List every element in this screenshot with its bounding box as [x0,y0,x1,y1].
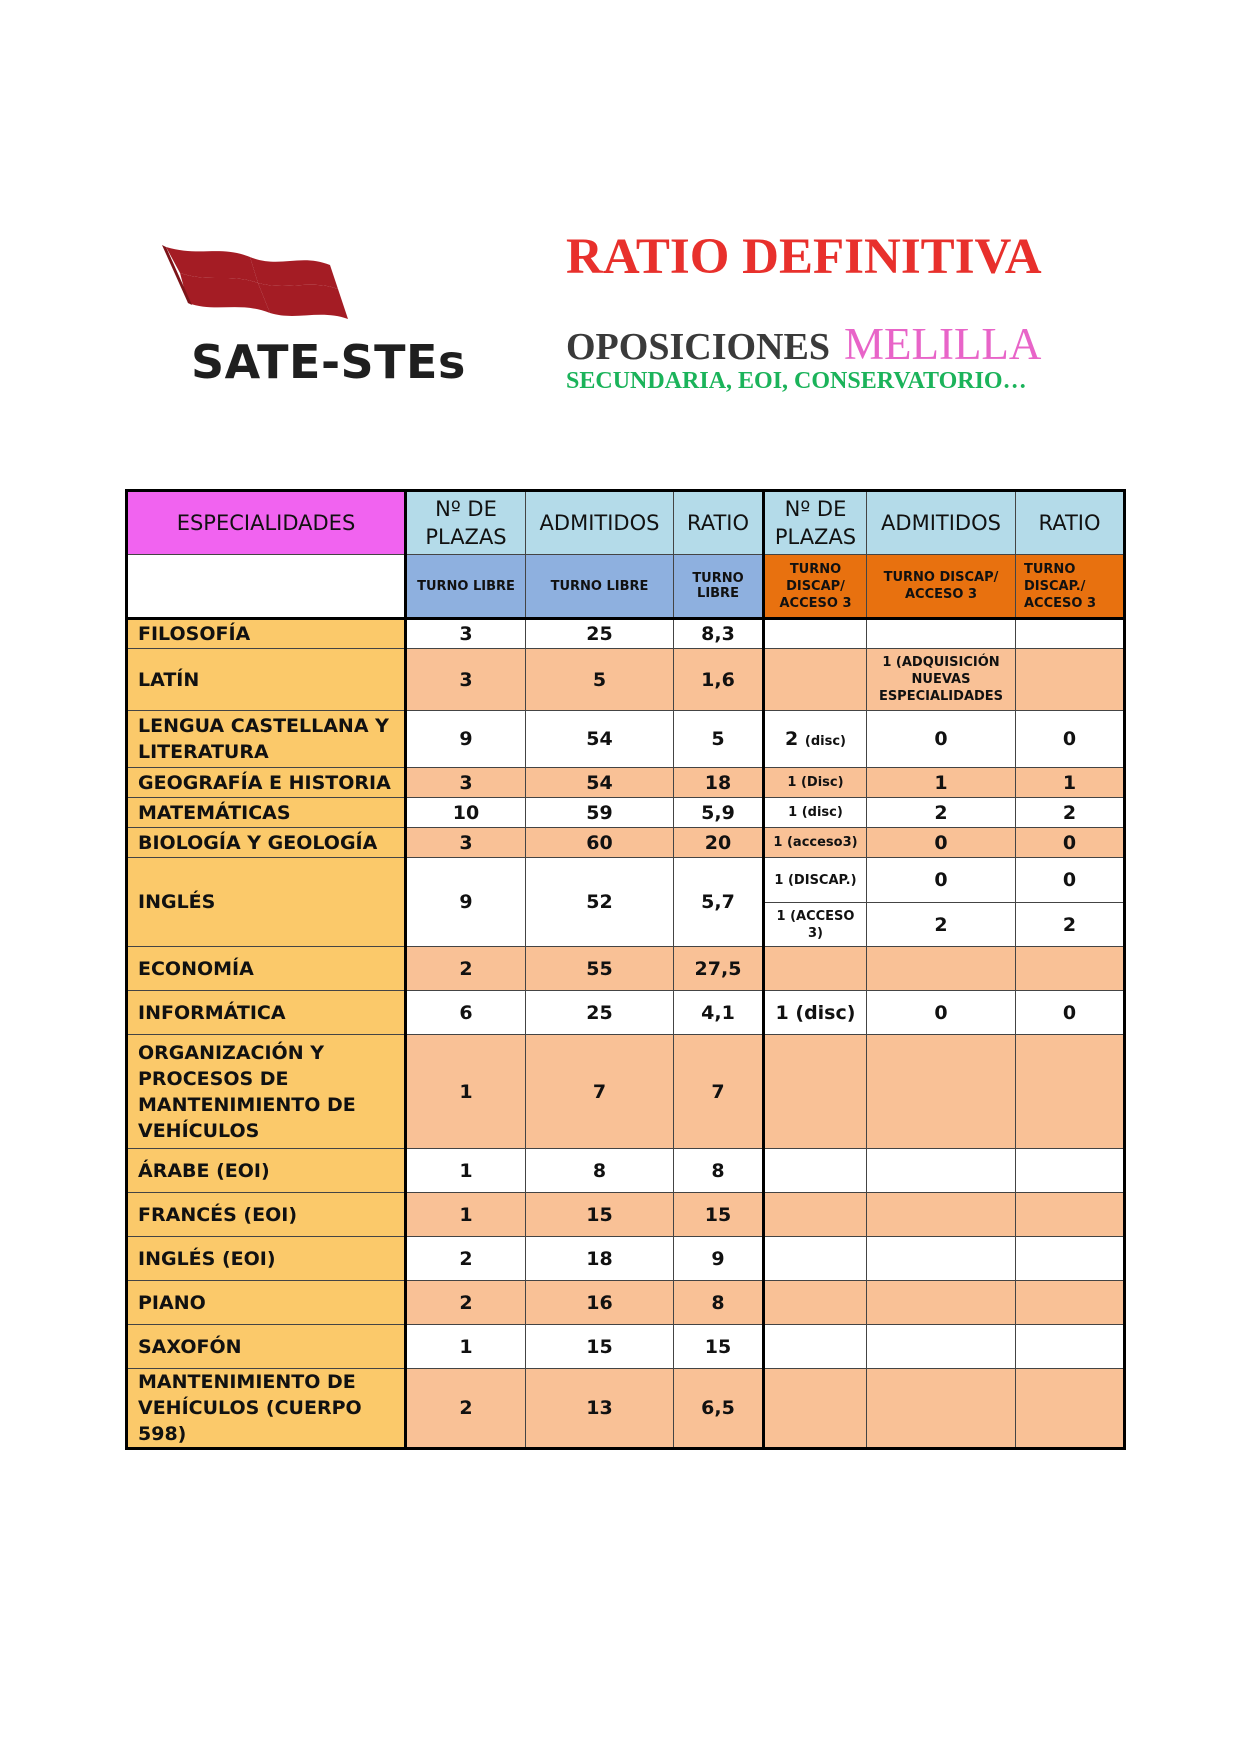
cell-ratio-discap [1016,1193,1125,1237]
subheader-ratio-libre: TURNO LIBRE [674,555,764,619]
plazas-discap-number: 2 [785,728,799,750]
cell-especialidad: LATÍN [127,649,406,711]
cell-admitidos: 59 [526,798,674,828]
cell-ratio-discap [1016,1369,1125,1449]
cell-especialidad: FILOSOFÍA [127,619,406,649]
cell-especialidad: BIOLOGÍA Y GEOLOGÍA [127,828,406,858]
cell-admitidos-discap [867,947,1016,991]
table-row [127,1325,1125,1369]
cell-plazas-discap: 1 (acceso3) [764,828,867,858]
cell-admitidos-discap [867,1325,1016,1369]
subheader-admitidos-discap: TURNO DISCAP/ ACCESO 3 [867,555,1016,619]
cell-ratio: 8 [674,1281,764,1325]
table-row [127,798,1125,828]
cell-admitidos: 25 [526,619,674,649]
cell-ratio-discap [1016,619,1125,649]
table-row [127,858,1125,903]
cell-admitidos: 15 [526,1193,674,1237]
cell-ratio: 18 [674,768,764,798]
cell-especialidad: INGLÉS [127,858,406,947]
cell-ratio-discap [1016,1281,1125,1325]
cell-plazas: 3 [406,649,526,711]
cell-ratio-discap [1016,1149,1125,1193]
subtitle-text: OPOSICIONES [566,326,830,368]
subtitle-place: MELILLA [843,319,1042,369]
cell-admitidos-discap [867,1237,1016,1281]
cell-plazas: 2 [406,1281,526,1325]
cell-ratio: 6,5 [674,1369,764,1449]
cell-admitidos: 13 [526,1369,674,1449]
cell-especialidad: ÁRABE (EOI) [127,1149,406,1193]
cell-plazas: 2 [406,947,526,991]
cell-plazas: 1 [406,1149,526,1193]
cell-ratio-discap: 1 [1016,768,1125,798]
table-subheader-row [127,555,1125,619]
cell-ratio: 9 [674,1237,764,1281]
table-row [127,649,1125,711]
cell-admitidos: 54 [526,711,674,768]
cell-ratio: 8,3 [674,619,764,649]
cell-admitidos: 15 [526,1325,674,1369]
cell-admitidos: 25 [526,991,674,1035]
cell-admitidos-discap: 2 [867,903,1016,947]
cell-especialidad: LENGUA CASTELLANA Y LITERATURA [127,711,406,768]
cell-admitidos: 55 [526,947,674,991]
cell-admitidos-discap [867,619,1016,649]
subheader-plazas-libre: TURNO LIBRE [406,555,526,619]
cell-ratio-discap [1016,649,1125,711]
cell-plazas-discap [764,947,867,991]
cell-plazas: 2 [406,1369,526,1449]
cell-admitidos: 8 [526,1149,674,1193]
cell-admitidos-discap [867,1281,1016,1325]
cell-admitidos-discap [867,1149,1016,1193]
cell-ratio-discap: 0 [1016,828,1125,858]
cell-especialidad: INGLÉS (EOI) [127,1237,406,1281]
header-plazas-discap: Nº DE PLAZAS [764,491,867,555]
cell-admitidos-discap [867,1369,1016,1449]
cell-admitidos-discap: 1 [867,768,1016,798]
cell-plazas: 6 [406,991,526,1035]
table-row [127,1149,1125,1193]
cell-ratio: 5,7 [674,858,764,947]
cell-plazas: 1 [406,1035,526,1149]
cell-ratio: 5 [674,711,764,768]
subheader-admitidos-libre: TURNO LIBRE [526,555,674,619]
cell-ratio: 8 [674,1149,764,1193]
table-row [127,619,1125,649]
cell-plazas-discap [764,1237,867,1281]
cell-admitidos: 60 [526,828,674,858]
table-row [127,947,1125,991]
cell-admitidos: 16 [526,1281,674,1325]
cell-admitidos: 54 [526,768,674,798]
page-tagline: SECUNDARIA, EOI, CONSERVATORIO… [566,368,1027,394]
plazas-discap-note: (disc) [804,734,846,749]
cell-especialidad: MANTENIMIENTO DE VEHÍCULOS (CUERPO 598) [127,1369,406,1449]
cell-especialidad: GEOGRAFÍA E HISTORIA [127,768,406,798]
cell-plazas: 3 [406,619,526,649]
cell-admitidos-discap: 0 [867,991,1016,1035]
table-row [127,991,1125,1035]
table-row [127,1035,1125,1149]
cell-ratio-discap [1016,1237,1125,1281]
cell-plazas-discap [764,1035,867,1149]
cell-admitidos-discap [867,1193,1016,1237]
cell-plazas: 9 [406,711,526,768]
header-ratio-discap: RATIO [1016,491,1125,555]
sate-stes-logo [160,243,490,393]
table-row [127,1369,1125,1449]
cell-admitidos: 7 [526,1035,674,1149]
cell-ratio: 4,1 [674,991,764,1035]
cell-plazas: 2 [406,1237,526,1281]
cell-ratio: 1,6 [674,649,764,711]
cell-ratio: 27,5 [674,947,764,991]
cell-admitidos: 5 [526,649,674,711]
cell-admitidos-discap: 0 [867,858,1016,903]
cell-plazas-discap: 1 (disc) [764,991,867,1035]
cell-plazas: 1 [406,1193,526,1237]
subheader-ratio-discap: TURNO DISCAP./ ACCESO 3 [1016,555,1125,619]
flag-icon [160,243,490,338]
table-row [127,1193,1125,1237]
cell-admitidos-discap: 0 [867,828,1016,858]
logo-text: SATE-STEs [191,335,466,389]
cell-plazas-discap [764,649,867,711]
cell-admitidos-discap: 0 [867,711,1016,768]
cell-plazas: 10 [406,798,526,828]
cell-plazas: 3 [406,768,526,798]
header-plazas-libre: Nº DE PLAZAS [406,491,526,555]
cell-ratio-discap: 0 [1016,991,1125,1035]
subheader-plazas-discap: TURNO DISCAP/ ACCESO 3 [764,555,867,619]
table-row [127,1237,1125,1281]
cell-ratio: 15 [674,1193,764,1237]
cell-especialidad: MATEMÁTICAS [127,798,406,828]
page-title: RATIO DEFINITIVA [566,229,1042,285]
cell-especialidad: ECONOMÍA [127,947,406,991]
header-admitidos-libre: ADMITIDOS [526,491,674,555]
cell-ratio: 15 [674,1325,764,1369]
cell-ratio-discap: 0 [1016,858,1125,903]
table-row [127,828,1125,858]
cell-admitidos: 18 [526,1237,674,1281]
cell-plazas: 9 [406,858,526,947]
cell-plazas-discap [764,1193,867,1237]
cell-especialidad: SAXOFÓN [127,1325,406,1369]
header-ratio-libre: RATIO [674,491,764,555]
cell-especialidad: FRANCÉS (EOI) [127,1193,406,1237]
ratio-table [125,489,1126,1450]
cell-ratio-discap: 2 [1016,903,1125,947]
cell-especialidad: INFORMÁTICA [127,991,406,1035]
cell-admitidos-discap [867,1035,1016,1149]
table-row [127,768,1125,798]
cell-plazas-discap: 1 (DISCAP.) [764,858,867,903]
cell-especialidad: ORGANIZACIÓN Y PROCESOS DE MANTENIMIENTO DE VEHÍCULOS [127,1035,406,1149]
cell-plazas-discap [764,1369,867,1449]
cell-plazas-discap: 1 (ACCESO 3) [764,903,867,947]
cell-ratio-discap [1016,1035,1125,1149]
cell-especialidad: PIANO [127,1281,406,1325]
cell-ratio: 20 [674,828,764,858]
header-especialidades: ESPECIALIDADES [127,491,406,555]
cell-plazas-discap: 1 (Disc) [764,768,867,798]
cell-plazas-discap [764,711,867,768]
cell-ratio-discap: 0 [1016,711,1125,768]
table-header-row [127,491,1125,555]
cell-plazas-discap [764,619,867,649]
cell-plazas-discap [764,1281,867,1325]
cell-plazas-discap [764,1325,867,1369]
header-admitidos-discap: ADMITIDOS [867,491,1016,555]
cell-ratio-discap [1016,1325,1125,1369]
table-row [127,1281,1125,1325]
cell-plazas: 1 [406,1325,526,1369]
cell-plazas: 3 [406,828,526,858]
cell-admitidos: 52 [526,858,674,947]
cell-admitidos-discap: 2 [867,798,1016,828]
subheader-blank [127,555,406,619]
cell-plazas-discap: 1 (disc) [764,798,867,828]
cell-ratio-discap: 2 [1016,798,1125,828]
page-subtitle [566,318,1041,370]
cell-plazas-discap [764,1149,867,1193]
cell-ratio-discap [1016,947,1125,991]
cell-admitidos-discap: 1 (ADQUISICIÓN NUEVAS ESPECIALIDADES [867,649,1016,711]
table-row [127,711,1125,768]
cell-ratio: 5,9 [674,798,764,828]
cell-ratio: 7 [674,1035,764,1149]
